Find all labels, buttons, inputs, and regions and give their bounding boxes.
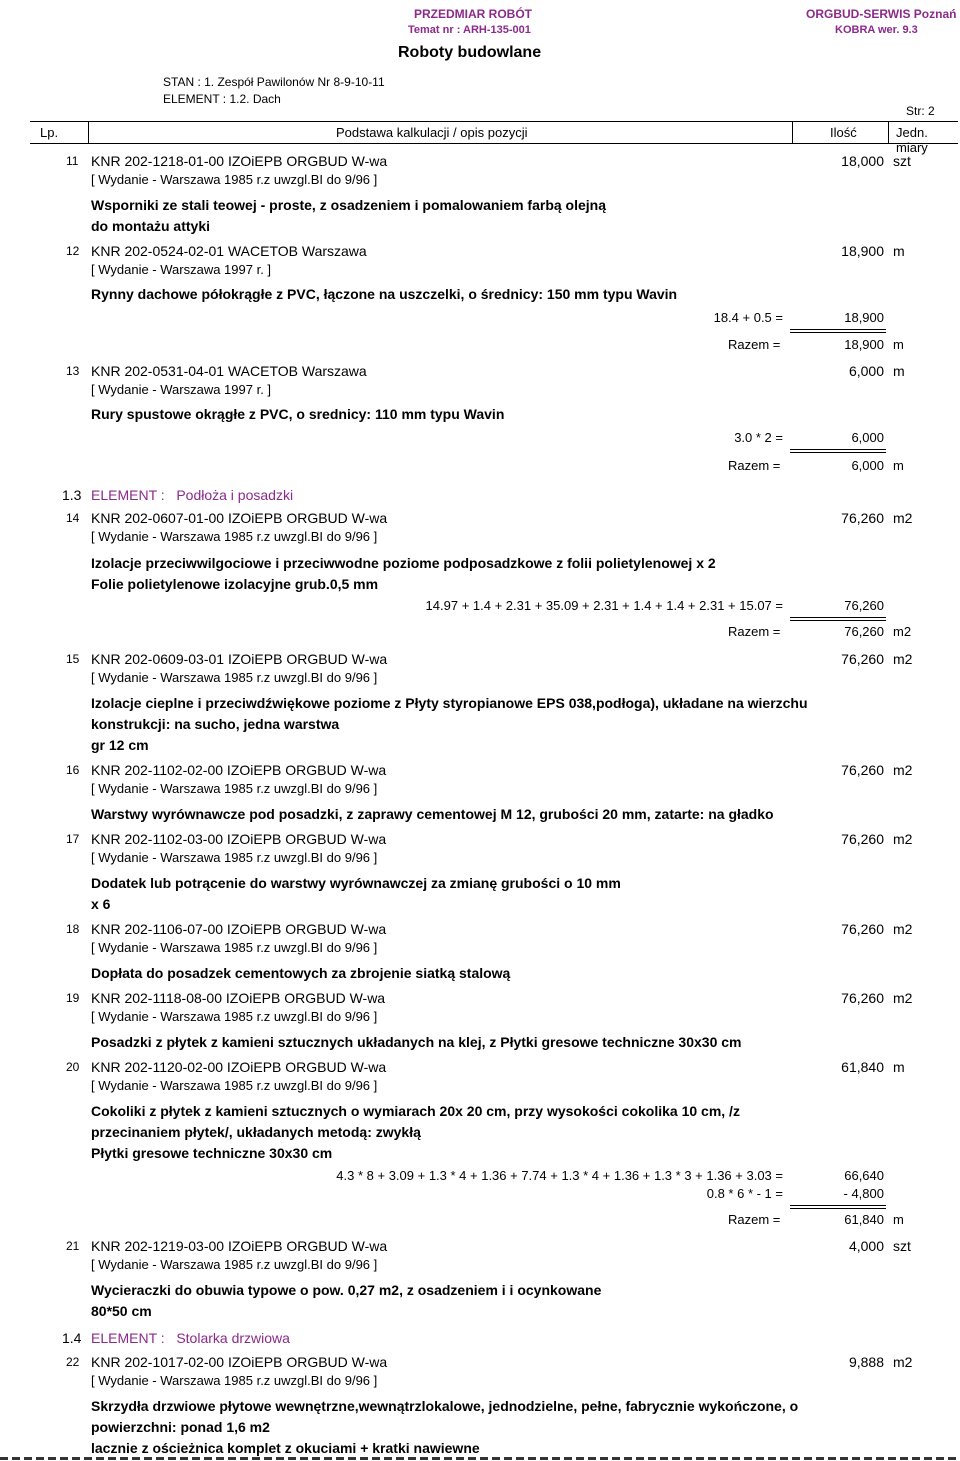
item-description: Wsporniki ze stali teowej - proste, z osadzeniem i pomalowaniem farbą olejną: [91, 197, 607, 213]
calc-value: 6,000: [851, 430, 884, 445]
item-knr: KNR 202-0607-01-00 IZOiEPB ORGBUD W-wa: [91, 510, 388, 526]
item-unit: m: [893, 1059, 905, 1075]
item-quantity: 76,260: [841, 921, 884, 937]
document-title: Roboty budowlane: [398, 44, 542, 61]
item-description: 80*50 cm: [91, 1303, 152, 1319]
sum-underline: [790, 1205, 886, 1209]
item-description: Rynny dachowe półokrągłe z PVC, łączone na uszczelki, o średnicy: 150 mm typu Wavin: [91, 286, 678, 302]
item-number: 15: [66, 652, 80, 666]
item-number: 19: [66, 991, 80, 1005]
item-description: do montażu attyki: [91, 218, 211, 234]
item-description: konstrukcji: na sucho, jedna warstwa: [91, 716, 340, 732]
razem-value: 18,900: [844, 337, 884, 352]
item-unit: szt: [893, 1238, 911, 1254]
item-description: przecinaniem płytek/, układanych metodą: zwykłą: [91, 1124, 421, 1140]
razem-label: Razem =: [728, 624, 781, 639]
item-knr: KNR 202-1118-08-00 IZOiEPB ORGBUD W-wa: [91, 990, 386, 1006]
table-row: [40, 920, 958, 981]
item-unit: m: [893, 243, 905, 259]
header-temat: Temat nr : ARH-135-001: [408, 24, 531, 36]
item-wydanie: [ Wydanie - Warszawa 1985 r.z uwzgl.BI do 9/96 ]: [91, 781, 378, 796]
item-unit: m: [893, 363, 905, 379]
header-element: ELEMENT : 1.2. Dach: [163, 92, 281, 106]
sum-underline: [790, 449, 886, 453]
item-knr: KNR 202-1017-02-00 IZOiEPB ORGBUD W-wa: [91, 1354, 388, 1370]
item-description: Rury spustowe okrągłe z PVC, o srednicy: 110 mm typu Wavin: [91, 406, 505, 422]
razem-label: Razem =: [728, 458, 781, 473]
table-row: [40, 830, 958, 912]
table-row: [40, 509, 958, 592]
item-wydanie: [ Wydanie - Warszawa 1985 r.z uwzgl.BI do 9/96 ]: [91, 850, 378, 865]
item-quantity: 4,000: [848, 1238, 884, 1254]
item-description: Płytki gresowe techniczne 30x30 cm: [91, 1145, 333, 1161]
item-unit: m2: [893, 831, 913, 847]
item-knr: KNR 202-1218-01-00 IZOiEPB ORGBUD W-wa: [91, 153, 388, 169]
item-wydanie: [ Wydanie - Warszawa 1997 r. ]: [91, 262, 272, 277]
item-number: 18: [66, 922, 80, 936]
item-number: 21: [66, 1239, 80, 1253]
col-jedn: Jedn. miary: [896, 125, 928, 155]
header-company: ORGBUD-SERWIS Poznań: [806, 7, 957, 21]
item-knr: KNR 202-1120-02-00 IZOiEPB ORGBUD W-wa: [91, 1059, 387, 1075]
item-unit: szt: [893, 153, 911, 169]
table-row: [40, 242, 958, 302]
item-wydanie: [ Wydanie - Warszawa 1985 r.z uwzgl.BI do 9/96 ]: [91, 1078, 378, 1093]
item-description: x 6: [91, 896, 111, 912]
item-description: Wycieraczki do obuwia typowe o pow. 0,27 m2, z osadzeniem i i ocynkowane: [91, 1282, 602, 1298]
item-description: Cokoliki z płytek z kamieni sztucznych o wymiarach 20x 20 cm, przy wysokości cokolika 10 cm, /z: [91, 1103, 740, 1119]
calc-expression: 3.0 * 2 =: [734, 430, 783, 445]
column-header: [30, 121, 958, 155]
razem-unit: m: [893, 1212, 904, 1227]
item-knr: KNR 202-1106-07-00 IZOiEPB ORGBUD W-wa: [91, 921, 387, 937]
item-number: 22: [66, 1355, 80, 1369]
item-description: Dopłata do posadzek cementowych za zbrojenie siatką stalową: [91, 965, 511, 981]
item-number: 20: [66, 1060, 80, 1074]
item-number: 12: [66, 244, 80, 258]
item-wydanie: [ Wydanie - Warszawa 1985 r.z uwzgl.BI do 9/96 ]: [91, 940, 378, 955]
sum-underline: [790, 329, 886, 333]
calc-expression: 18.4 + 0.5 =: [713, 310, 783, 325]
calc-value: - 4,800: [843, 1186, 884, 1201]
item-quantity: 76,260: [841, 510, 884, 526]
page-number: Str: 2: [906, 104, 935, 118]
razem-label: Razem =: [728, 337, 781, 352]
item-quantity: 9,888: [848, 1354, 884, 1370]
item-wydanie: [ Wydanie - Warszawa 1985 r.z uwzgl.BI do 9/96 ]: [91, 1373, 378, 1388]
element-number: 1.3: [62, 487, 82, 503]
item-description: Izolacje przeciwwilgociowe i przeciwwodne poziome podposadzkowe z folii polietylenowej x 2: [91, 555, 716, 571]
calc-expression: 0.8 * 6 * - 1 =: [706, 1186, 783, 1201]
item-number: 17: [66, 832, 80, 846]
item-unit: m2: [893, 510, 913, 526]
item-number: 13: [66, 364, 80, 378]
razem-value: 6,000: [851, 458, 884, 473]
item-description: Izolacje cieplne i przeciwdźwiękowe poziome z Płyty styropianowe EPS 038,podłoga), układane na wierzchu: [91, 695, 808, 711]
item-description: Skrzydła drzwiowe płytowe wewnętrzne,wewnątrzlokalowe, jednodzielne, pełne, fabrycznie wykończone, o: [91, 1398, 799, 1414]
item-description: Dodatek lub potrącenie do warstwy wyrównawczej za zmianę grubości o 10 mm: [91, 875, 621, 891]
item-quantity: 76,260: [841, 990, 884, 1006]
item-unit: m2: [893, 762, 913, 778]
item-description: Folie polietylenowe izolacyjne grub.0,5 mm: [91, 576, 379, 592]
item-unit: m2: [893, 1354, 913, 1370]
item-knr: KNR 202-0609-03-01 IZOiEPB ORGBUD W-wa: [91, 651, 388, 667]
table: [30, 121, 958, 155]
calc-value: 66,640: [844, 1168, 884, 1183]
item-description: gr 12 cm: [91, 737, 149, 753]
item-quantity: 18,900: [841, 243, 884, 259]
table-row: [40, 362, 958, 422]
calc-value: 76,260: [844, 598, 884, 613]
razem-unit: m: [893, 337, 904, 352]
item-wydanie: [ Wydanie - Warszawa 1985 r.z uwzgl.BI do 9/96 ]: [91, 1009, 378, 1024]
item-quantity: 6,000: [848, 363, 884, 379]
table-row: [40, 989, 958, 1050]
item-number: 16: [66, 763, 80, 777]
item-quantity: 76,260: [841, 762, 884, 778]
razem-value: 76,260: [844, 624, 884, 639]
item-wydanie: [ Wydanie - Warszawa 1997 r. ]: [91, 382, 272, 397]
razem-value: 61,840: [844, 1212, 884, 1227]
header-program: KOBRA wer. 9.3: [835, 24, 918, 36]
item-wydanie: [ Wydanie - Warszawa 1985 r.z uwzgl.BI do 9/96 ]: [91, 172, 378, 187]
razem-unit: m: [893, 458, 904, 473]
item-quantity: 76,260: [841, 651, 884, 667]
razem-unit: m2: [893, 624, 912, 639]
element-label: ELEMENT : Podłoża i posadzki: [91, 487, 294, 503]
header-title-left: PRZEDMIAR ROBÓT: [414, 7, 532, 21]
calc-value: 18,900: [844, 310, 884, 325]
calc-expression: 4.3 * 8 + 3.09 + 1.3 * 4 + 1.36 + 7.74 + 1.3 * 4 + 1.36 + 1.3 * 3 + 1.36 + 3.03 =: [336, 1168, 783, 1183]
col-ilosc: Ilość: [830, 125, 857, 140]
item-number: 11: [66, 154, 79, 168]
table-row: [40, 1058, 958, 1161]
element-label: ELEMENT : Stolarka drzwiowa: [91, 1330, 290, 1346]
table-row: [40, 1353, 958, 1456]
element-number: 1.4: [62, 1330, 82, 1346]
header-stan: STAN : 1. Zespół Pawilonów Nr 8-9-10-11: [163, 75, 385, 89]
item-knr: KNR 202-0524-02-01 WACETOB Warszawa: [91, 243, 367, 259]
item-wydanie: [ Wydanie - Warszawa 1985 r.z uwzgl.BI do 9/96 ]: [91, 670, 378, 685]
item-quantity: 18,000: [841, 153, 884, 169]
table-row: [40, 761, 958, 822]
item-knr: KNR 202-1102-03-00 IZOiEPB ORGBUD W-wa: [91, 831, 387, 847]
col-lp: Lp.: [40, 125, 59, 140]
table-row: [40, 650, 958, 753]
col-podstawa: Podstawa kalkulacji / opis pozycji: [336, 125, 528, 140]
item-unit: m2: [893, 990, 913, 1006]
item-unit: m2: [893, 651, 913, 667]
item-knr: KNR 202-1219-03-00 IZOiEPB ORGBUD W-wa: [91, 1238, 388, 1254]
item-number: 14: [66, 511, 80, 525]
table-row: [40, 1237, 958, 1319]
item-knr: KNR 202-1102-02-00 IZOiEPB ORGBUD W-wa: [91, 762, 387, 778]
table-row: [40, 152, 958, 234]
item-description: lacznie z ościeżnica komplet z okuciami + kratki nawiewne: [91, 1440, 480, 1456]
page-bottom-divider: [0, 1457, 960, 1460]
calc-expression: 14.97 + 1.4 + 2.31 + 35.09 + 2.31 + 1.4 + 1.4 + 2.31 + 15.07 =: [425, 598, 783, 613]
item-description: Posadzki z płytek z kamieni sztucznych układanych na klej, z Płytki gresowe techniczne 30x30 cm: [91, 1034, 742, 1050]
sum-underline: [790, 617, 886, 621]
item-knr: KNR 202-0531-04-01 WACETOB Warszawa: [91, 363, 367, 379]
item-quantity: 76,260: [841, 831, 884, 847]
item-quantity: 61,840: [841, 1059, 884, 1075]
item-description: powierzchni: ponad 1,6 m2: [91, 1419, 270, 1435]
item-unit: m2: [893, 921, 913, 937]
razem-label: Razem =: [728, 1212, 781, 1227]
item-wydanie: [ Wydanie - Warszawa 1985 r.z uwzgl.BI do 9/96 ]: [91, 529, 378, 544]
item-description: Warstwy wyrównawcze pod posadzki, z zaprawy cementowej M 12, grubości 20 mm, zatarte: na gładko: [91, 806, 774, 822]
item-wydanie: [ Wydanie - Warszawa 1985 r.z uwzgl.BI do 9/96 ]: [91, 1257, 378, 1272]
